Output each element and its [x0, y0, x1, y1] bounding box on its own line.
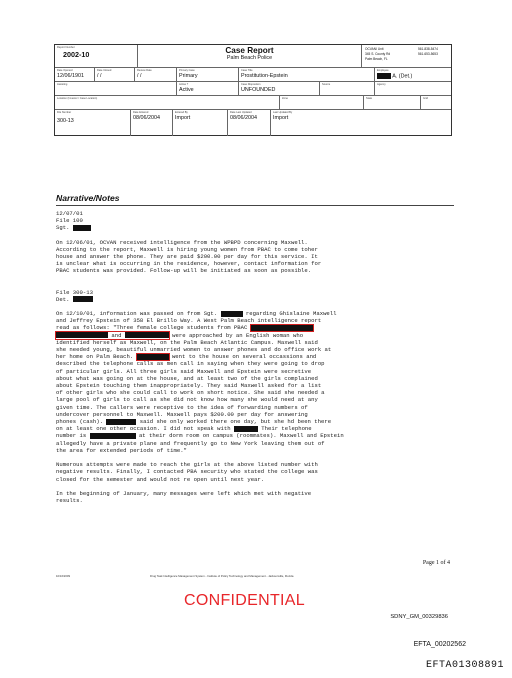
agency-label: Agency [377, 83, 386, 86]
entry2-r6: large pool of girls to call as she did not know how many she would need at any [56, 396, 318, 404]
assisting-cell [55, 82, 176, 96]
file-number: 300-13 [57, 118, 74, 124]
footer-date: 10/16/2009 [56, 574, 70, 578]
entry1-p2: According to the report, Maxwell is hiring young women from PBAC to come toher [56, 245, 318, 253]
entry2-l1b: regarding Ghislaine Maxwell [245, 310, 337, 318]
primary-case-label: Primary Case [179, 69, 195, 72]
active-cell [176, 82, 238, 96]
entry2-l2: and Jeffrey Epstein of 358 El Brillo Way. A West Palm Beach intelligence report [56, 317, 322, 325]
date-entered-cell [130, 110, 172, 136]
date-closed: / / [97, 73, 102, 79]
source-cell [319, 82, 374, 96]
form-header-row [55, 45, 451, 67]
entry2-l16 [56, 418, 456, 425]
assisting-label: Assisting [57, 83, 68, 86]
location-cell [55, 96, 279, 110]
entry2-file: File 300-13 [56, 288, 93, 296]
entry2-l17 [56, 425, 456, 432]
address-line-2: Palm Beach, FL [365, 57, 388, 61]
entry2-det: Det. [56, 295, 70, 303]
narrative-body [56, 210, 456, 504]
address-line-1: 345 S. County Rd [365, 52, 391, 56]
entry1-sgt-line [56, 224, 456, 231]
source-label: Source [322, 83, 331, 86]
primary-case: Primary [179, 73, 198, 79]
entry2-l18a: number is [56, 432, 87, 440]
review-date: / / [137, 73, 142, 79]
entry2-l18 [56, 432, 456, 439]
efta-number-2: EFTA01308891 [425, 660, 504, 671]
file-number-label: File Number [57, 111, 72, 114]
entry2-l1a: On 12/10/01, information was passed on from Sgt. [56, 310, 218, 318]
efta-number-1: EFTA_00202562 [413, 641, 466, 648]
entry2-r3: about what was going on at the house, and at least two of the girls complained [56, 374, 318, 382]
entry2-l16b: said she only worked there one day, but she hd been there [139, 418, 332, 426]
date-opened-cell [55, 68, 94, 82]
case-title: Prostitution-Epstein [241, 73, 288, 79]
entry2-l4b: were approached by an English woman who [172, 331, 304, 339]
redaction-bar [251, 325, 313, 331]
entry2-s2: the area for extended periods of time." [56, 446, 187, 454]
zone-cell [279, 96, 363, 110]
entry2-l5: identified herself as Maxwell, on the Palm Beach Atlantic Campus. Maxwell said [56, 338, 318, 346]
entry2-l7a: her home on Palm Beach. [56, 353, 134, 361]
zone-label: Zone [282, 97, 288, 100]
grid-cell [420, 96, 453, 110]
active-status: Active [179, 87, 194, 93]
report-number-cell [55, 45, 137, 67]
date-closed-cell [94, 68, 134, 82]
case-disposition-label: Case Disposition [241, 83, 261, 86]
para3-l2: negative results. Finally, I contacted PBA security who stated the college was [56, 468, 318, 476]
para3-l1: Numerous attempts were made to reach the girls at the above listed number with [56, 461, 318, 469]
employee-cell [374, 68, 453, 82]
entry2-r8: undercover personnel to Maxwell. Maxwell pays $200.00 per day for answering [56, 410, 308, 418]
date-last-updated-label: Date Last Updated [230, 111, 252, 114]
redaction-bar [56, 332, 108, 338]
entry2-r1: described the telephone calls as men call in saying when they were going to drop [56, 360, 325, 368]
redaction-bar [234, 426, 258, 432]
para4-l1: In the beginning of January, many messages were left which met with negative [56, 489, 312, 497]
entry1-p3: house and answer the phone. They are paid $200.00 per day for this service. It [56, 253, 318, 261]
para4-l2: results. [56, 496, 83, 504]
entry2-r2: of particular girls. All three girls said Maxwell and Epstein were secretive [56, 367, 312, 375]
date-opened: 12/06/1901 [57, 73, 84, 79]
case-title-cell [238, 68, 374, 82]
report-title: Case Report [225, 46, 274, 55]
entry2-l16a: phones (cash). [56, 418, 103, 426]
entry1-p1: On 12/06/01, OCVAN received intelligence from the WPBPD concerning Maxwell. [56, 238, 308, 246]
primary-case-cell [176, 68, 238, 82]
employee-value [377, 73, 451, 79]
entry2-det-line [56, 296, 456, 303]
entry2-r4: about Epstein touching them inappropriately. They said Maxwell asked for a list [56, 382, 322, 390]
entry2-l18b: at their dorm room on campus (roommates). Maxwell and Epstein [138, 432, 344, 440]
para3-l3: closed for the semester and would not re open until next year. [56, 475, 265, 483]
entry2-s1: allegedly have a private plane and frequently go to New York leaving them out of [56, 439, 325, 447]
date-last-updated-cell [227, 110, 270, 136]
entry2-l7 [56, 353, 456, 360]
employee-label: Employee [377, 69, 389, 72]
last-updated-by: Import [273, 115, 289, 121]
last-updated-by-label: Last Updated By [273, 111, 293, 114]
case-disposition: UNFOUNDED [241, 87, 276, 93]
redaction-bar [137, 354, 169, 360]
entry2-l6: she needed young, beautiful unmarried women to answer phones and do office work at [56, 346, 332, 354]
entered-by: Import [175, 115, 191, 121]
report-number: 2002-10 [63, 50, 90, 59]
page-number: Page 1 of 4 [422, 560, 450, 566]
phone-2: 561-653-5653 [418, 52, 438, 56]
form-row-dates [55, 67, 451, 82]
entry2-l4 [56, 332, 456, 339]
confidential-stamp: CONFIDENTIAL [184, 592, 305, 609]
report-number-label: Report Number [57, 46, 75, 49]
entry1-sgt: Sgt. [56, 224, 70, 232]
form-row-file [55, 109, 451, 136]
sdny-number: SDNY_GM_00329836 [390, 614, 448, 620]
entry2-l3: read as follows: "Three female college students from PBAC [56, 324, 248, 332]
redaction-bar [221, 311, 243, 317]
redaction-bar [73, 225, 91, 231]
phone-1: 561-838-5474 [418, 47, 438, 51]
date-opened-label: Date Opened [57, 69, 73, 72]
case-report-form [54, 44, 452, 136]
title-cell [137, 45, 361, 67]
entry2-l17a: on at least one other occasion. I did not speak with [56, 425, 231, 433]
redaction-bar [90, 433, 136, 439]
entered-by-label: Entered By [175, 111, 188, 114]
narrative-heading: Narrative/Notes [56, 193, 120, 203]
entry1-p4: is unclear what is occurring in the residence, however, contact information for [56, 260, 322, 268]
entry2-l7b: went to the house on several occassions and [171, 353, 317, 361]
state-label: State [366, 97, 373, 100]
employee: A. (Det.) [392, 73, 413, 80]
form-row-location [55, 95, 451, 110]
redaction-bar [73, 296, 93, 302]
last-updated-by-cell [270, 110, 453, 136]
highlight-box [56, 332, 169, 339]
agency-name: Palm Beach Police [226, 55, 273, 61]
date-entered-label: Date Entered [133, 111, 149, 114]
entry2-r5: of other girls who she could call to work on short notice. She said she needed a [56, 389, 325, 397]
location-label: Location (Investor / Case Location) [57, 97, 98, 100]
system-line: Drug Task Intelligence Management System - Institute of Policy Technology and Management - Jacksonville, Florida [150, 574, 294, 578]
state-cell [363, 96, 420, 110]
entry2-l4a: and [111, 331, 122, 339]
case-title-label: Case Title [241, 69, 253, 72]
entry2-l17b: Their telephone [261, 425, 312, 433]
active-label: Active ? [179, 83, 189, 86]
narrative-divider [56, 205, 454, 206]
entry2-l1 [56, 310, 456, 317]
entered-by-cell [172, 110, 227, 136]
file-number-cell [55, 110, 130, 136]
ocvani-label: OCVANI Unit [365, 47, 384, 51]
entry1-file: File 100 [56, 217, 83, 225]
entry2-l3 [56, 324, 456, 331]
form-row-status [55, 81, 451, 96]
date-closed-label: Date Closed [97, 69, 112, 72]
agency-cell [374, 82, 453, 96]
date-last-updated: 08/06/2004 [230, 115, 257, 121]
entry1-date: 12/07/01 [56, 210, 83, 217]
review-date-label: Review Date [137, 69, 152, 72]
redaction-bar [377, 73, 391, 79]
unit-address-cell [361, 45, 453, 67]
date-entered: 08/06/2004 [133, 115, 160, 121]
entry2-r7: given time. The callers were receptive to the idea of forwarding numbers of [56, 403, 308, 411]
review-date-cell [134, 68, 176, 82]
grid-label: Grid [423, 97, 428, 100]
entry1-p5: PBAC students was provided. Follow-up will be initiated as soon as possible. [56, 267, 312, 275]
redaction-bar [125, 332, 169, 338]
redaction-bar [106, 419, 136, 425]
